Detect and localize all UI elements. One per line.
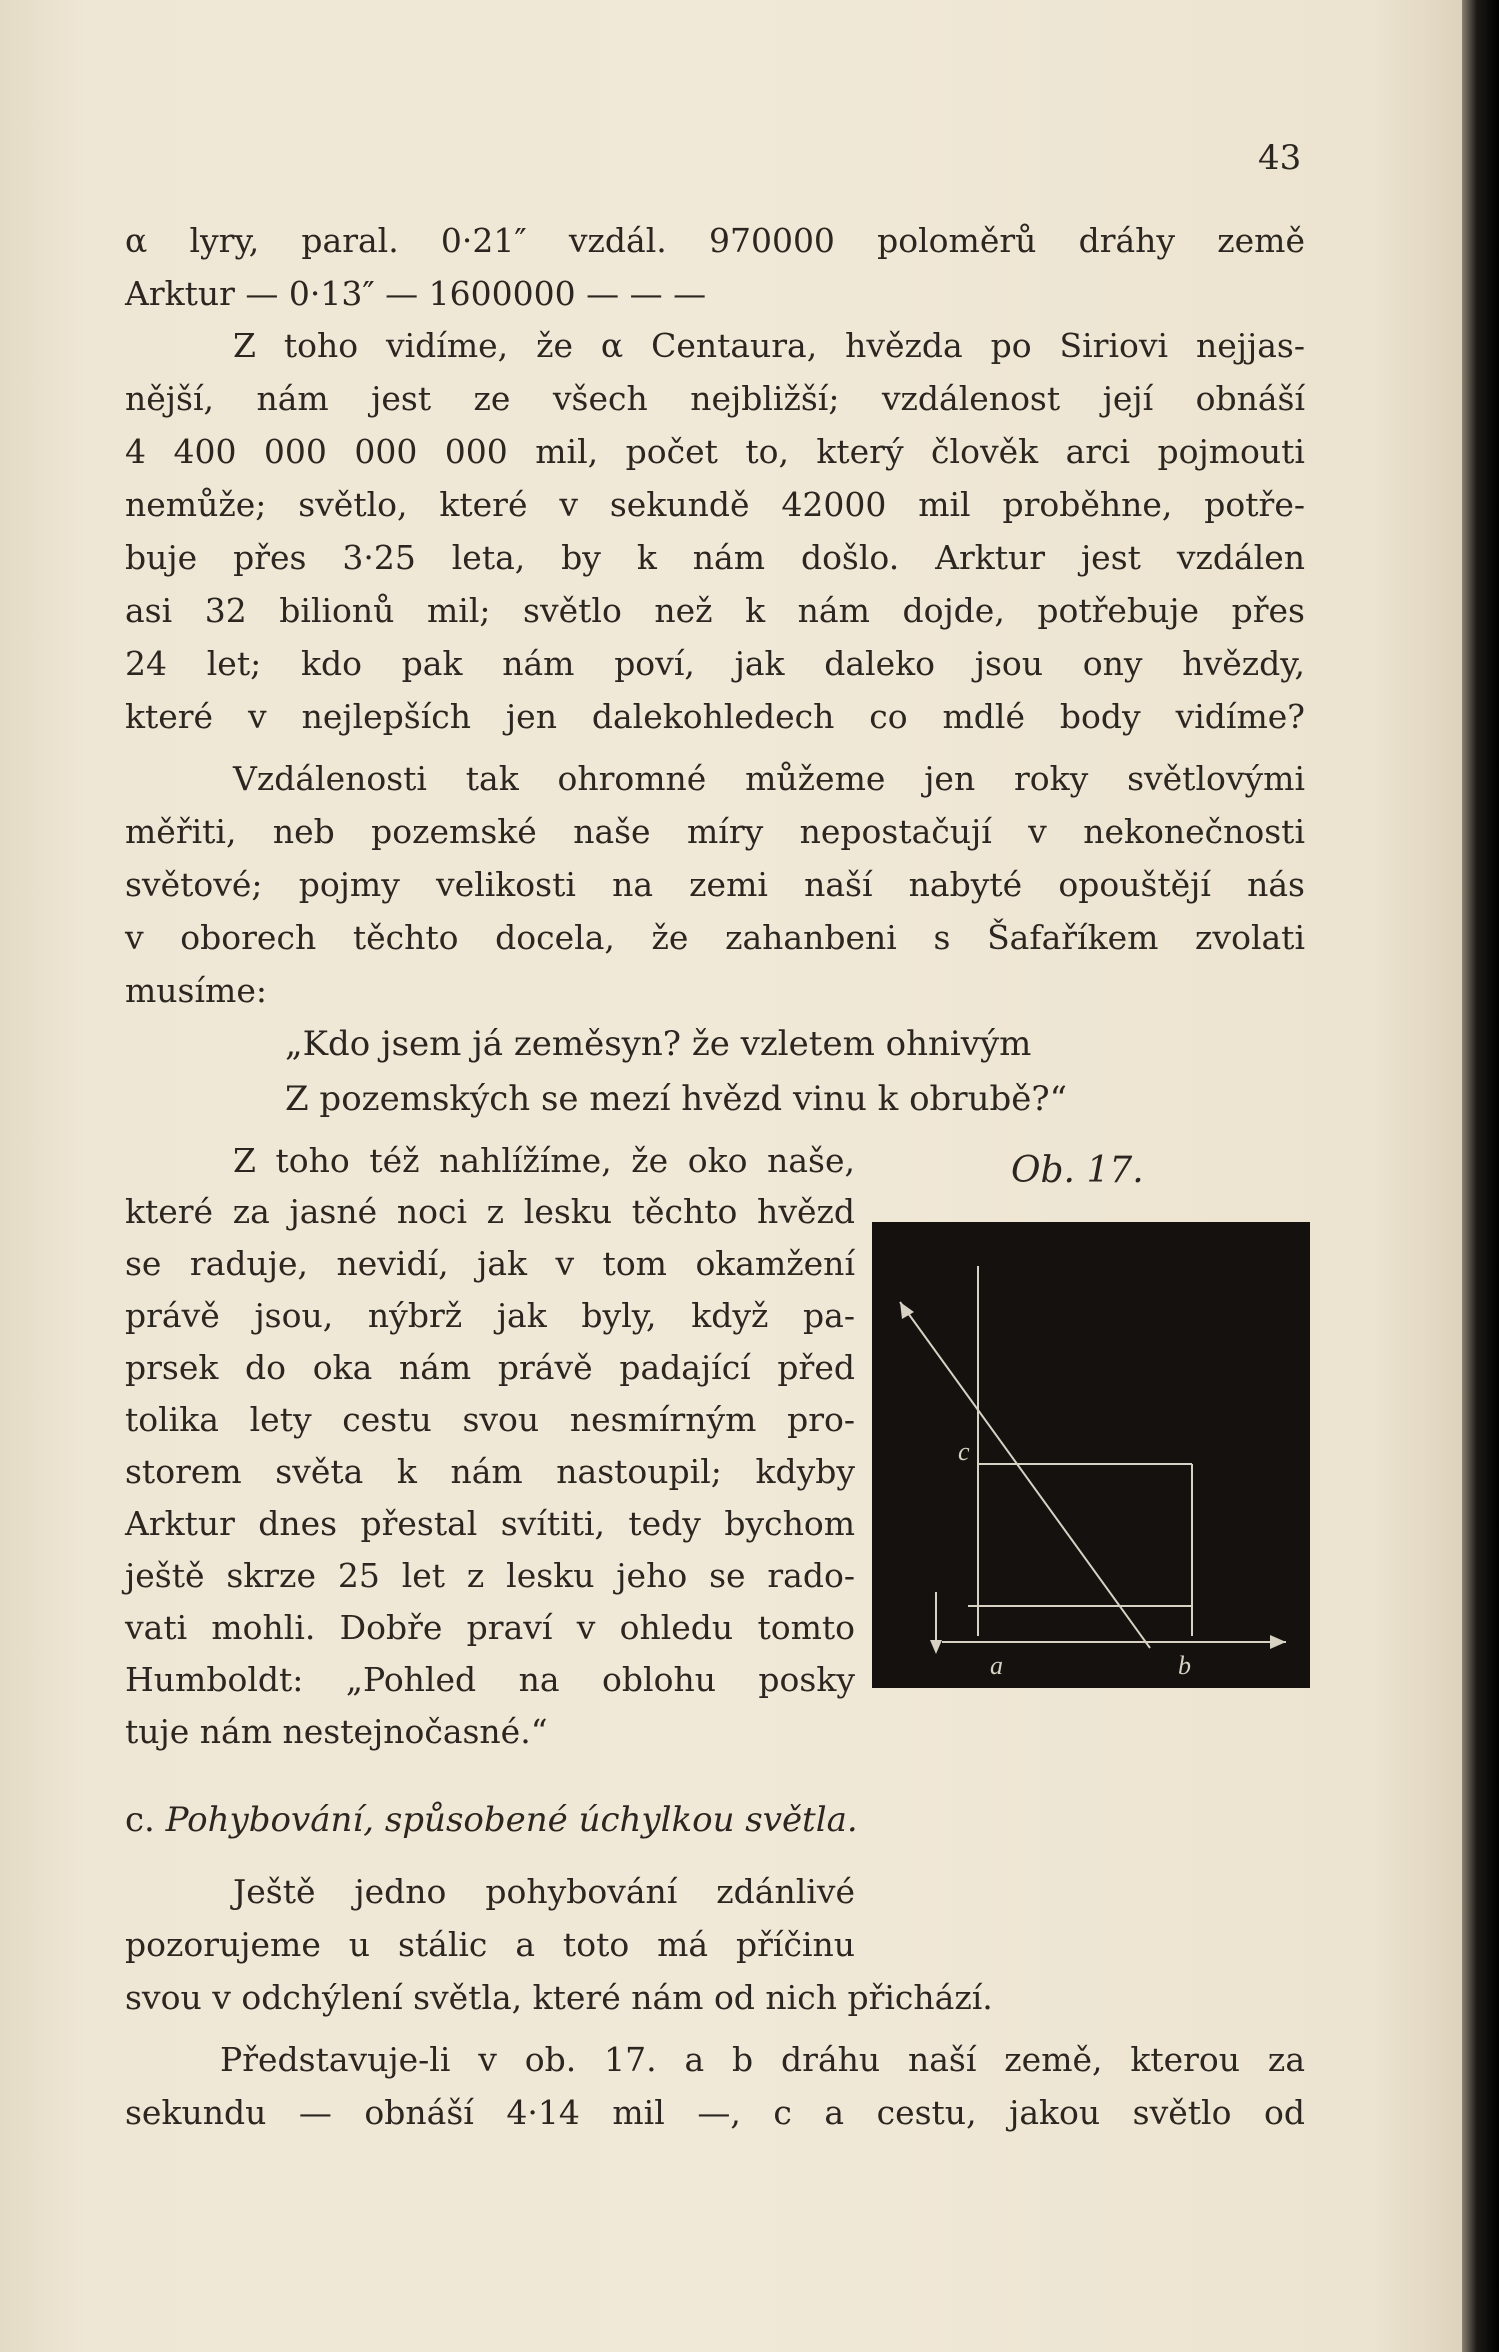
paragraph-line: se raduje, nevidí, jak v tom okamžení — [125, 1244, 855, 1283]
table-row-alpha-lyrae: α lyry, paral. 0·21″ vzdál. 970000 poloměrů dráhy země — [125, 221, 1305, 260]
section-letter: c. — [125, 1800, 155, 1840]
ray-arrowhead — [900, 1302, 914, 1319]
paragraph-line: vati mohli. Dobře praví v ohledu tomto — [125, 1608, 855, 1647]
paragraph-line: 4 400 000 000 000 mil, počet to, který člověk arci pojmouti — [125, 432, 1305, 471]
paragraph-line: sekundu — obnáší 4·14 mil —, c a cestu, jakou světlo od — [125, 2093, 1305, 2132]
quote-line: „Kdo jsem já zeměsyn? že vzletem ohnivým — [285, 1024, 1032, 1064]
paragraph-line: buje přes 3·25 leta, by k nám došlo. Arktur jest vzdálen — [125, 538, 1305, 577]
paragraph-line: pozorujeme u stálic a toto má příčinu — [125, 1925, 855, 1964]
paragraph-line: musíme: — [125, 971, 267, 1010]
label-a: a — [990, 1651, 1003, 1680]
paragraph-line: svou v odchýlení světla, které nám od nich přichází. — [125, 1978, 993, 2017]
page-edge — [1462, 0, 1499, 2352]
paragraph-line: nější, nám jest ze všech nejbližší; vzdálenost její obnáší — [125, 379, 1305, 418]
paragraph-line: Humboldt: „Pohled na oblohu posky — [125, 1660, 855, 1699]
paragraph-line: Arktur dnes přestal svítiti, tedy bychom — [125, 1504, 855, 1543]
paragraph-line: 24 let; kdo pak nám poví, jak daleko jsou ony hvězdy, — [125, 644, 1305, 683]
down-arrowhead — [930, 1640, 942, 1654]
earth-path-arrowhead — [1270, 1635, 1286, 1649]
paragraph-line: které v nejlepších jen dalekohledech co mdlé body vidíme? — [125, 697, 1305, 736]
paragraph-line: Z toho vidíme, že α Centaura, hvězda po Siriovi nejjas- — [233, 326, 1305, 365]
table-row-arktur: Arktur — 0·13″ — 1600000 — — — — [125, 274, 707, 313]
paragraph-line: storem světa k nám nastoupil; kdyby — [125, 1452, 855, 1491]
diagram-svg — [872, 1222, 1310, 1688]
paragraph-line: Ještě jedno pohybování zdánlivé — [233, 1872, 855, 1911]
paragraph-line: prsek do oka nám právě padající před — [125, 1348, 855, 1387]
paragraph-line: Z toho též nahlížíme, že oko naše, — [233, 1141, 855, 1180]
paragraph-line: světové; pojmy velikosti na zemi naší nabyté opouštějí nás — [125, 865, 1305, 904]
paragraph-line: právě jsou, nýbrž jak byly, když pa- — [125, 1296, 855, 1335]
aberration-diagram — [872, 1222, 1310, 1688]
figure-caption: Ob. 17. — [1011, 1150, 1144, 1191]
quote-line: Z pozemských se mezí hvězd vinu k obrubě?“ — [285, 1079, 1067, 1119]
diagonal-light-ray — [900, 1302, 1150, 1648]
paragraph-line: nemůže; světlo, které v sekundě 42000 mil proběhne, potře- — [125, 485, 1305, 524]
paragraph-line: v oborech těchto docela, že zahanbeni s Šafaříkem zvolati — [125, 918, 1305, 957]
paragraph-line: ještě skrze 25 let z lesku jeho se rado- — [125, 1556, 855, 1595]
paragraph-line: měřiti, neb pozemské naše míry nepostačují v nekonečnosti — [125, 812, 1305, 851]
paragraph-line: Vzdálenosti tak ohromné můžeme jen roky světlovými — [233, 759, 1305, 798]
label-c: c — [958, 1437, 970, 1466]
paragraph-line: které za jasné noci z lesku těchto hvězd — [125, 1192, 855, 1231]
paragraph-line: asi 32 bilionů mil; světlo než k nám dojde, potřebuje přes — [125, 591, 1305, 630]
section-title: Pohybování, spůsobené úchylkou světla. — [165, 1800, 858, 1840]
label-b: b — [1178, 1651, 1191, 1680]
paragraph-line: Představuje-li v ob. 17. a b dráhu naší země, kterou za — [220, 2040, 1305, 2079]
section-heading — [125, 1800, 858, 1840]
page-number: 43 — [1258, 138, 1302, 178]
paragraph-line: tuje nám nestejnočasné.“ — [125, 1712, 548, 1751]
paragraph-line: tolika lety cestu svou nesmírným pro- — [125, 1400, 855, 1439]
